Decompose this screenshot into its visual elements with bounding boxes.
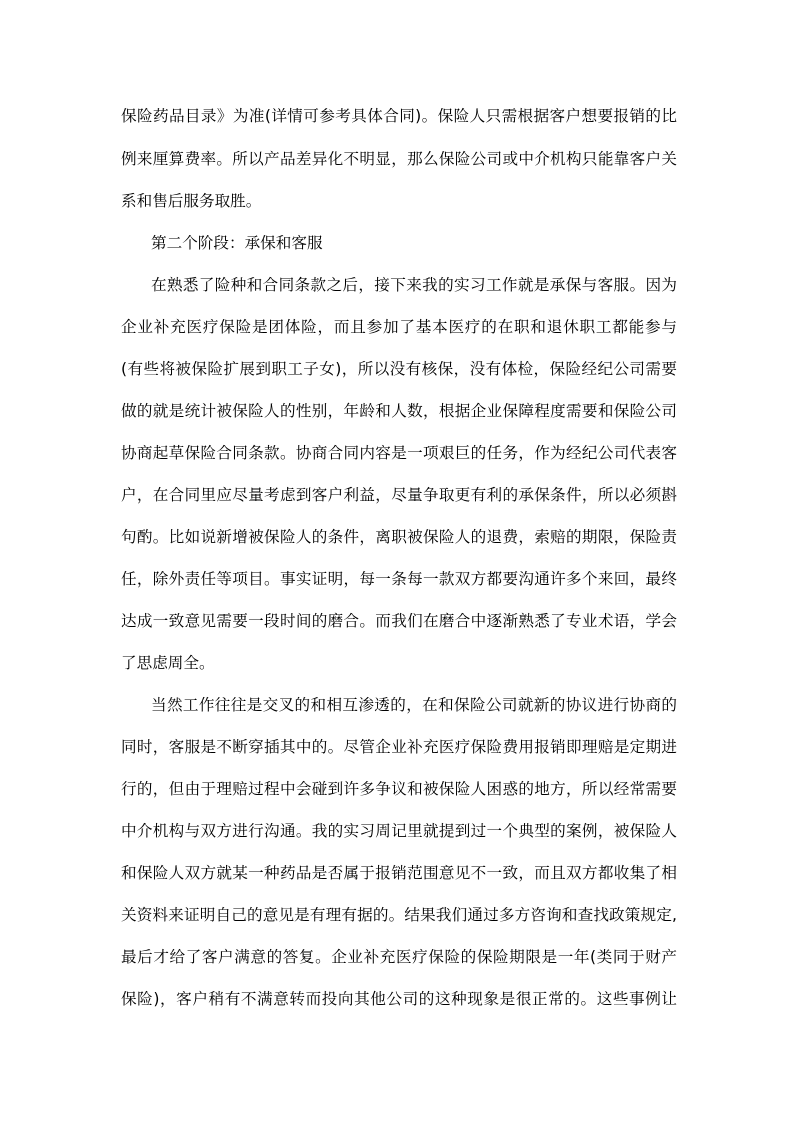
text-line: 户，在合同里应尽量考虑到客户利益，尽量争取更有利的承保条件，所以必须斟: [121, 486, 677, 504]
text-line: 做的就是统计被保险人的性别，年龄和人数，根据企业保障程度需要和保险公司: [121, 402, 677, 420]
text-line: 任，除外责任等项目。事实证明，每一条每一款双方都要沟通许多个来回，最终: [121, 570, 677, 588]
text-line: 同时，客服是不断穿插其中的。尽管企业补充医疗保险费用报销即理赔是定期进: [121, 738, 677, 756]
section-heading: 第二个阶段：承保和客服: [151, 234, 323, 252]
text-line: 保险药品目录》为准(详情可参考具体合同)。保险人只需根据客户想要报销的比: [121, 107, 677, 125]
text-line: 达成一致意见需要一段时间的磨合。而我们在磨合中逐渐熟悉了专业术语，学会: [121, 612, 677, 630]
text-line: 当然工作往往是交叉的和相互渗透的，在和保险公司就新的协议进行协商的: [151, 696, 677, 714]
text-line: 中介机构与双方进行沟通。我的实习周记里就提到过一个典型的案例，被保险人: [121, 822, 677, 840]
text-line: 句酌。比如说新增被保险人的条件，离职被保险人的退费，索赔的期限，保险责: [121, 528, 677, 546]
text-line: 系和售后服务取胜。: [121, 192, 262, 210]
text-line: 在熟悉了险种和合同条款之后，接下来我的实习工作就是承保与客服。因为: [151, 276, 677, 294]
text-line: 例来厘算费率。所以产品差异化不明显，那么保险公司或中介机构只能靠客户关: [121, 150, 677, 168]
text-line: 行的，但由于理赔过程中会碰到许多争议和被保险人困惑的地方，所以经常需要: [121, 780, 677, 798]
text-line: 关资料来证明自己的意见是有理有据的。结果我们通过多方咨询和查找政策规定,: [121, 906, 677, 924]
text-line: 企业补充医疗保险是团体险，而且参加了基本医疗的在职和退休职工都能参与: [121, 318, 677, 336]
text-line: (有些将被保险扩展到职工子女)，所以没有核保，没有体检，保险经纪公司需要: [121, 360, 677, 378]
text-line: 最后才给了客户满意的答复。企业补充医疗保险的保险期限是一年(类同于财产: [121, 948, 677, 966]
text-line: 协商起草保险合同条款。协商合同内容是一项艰巨的任务，作为经纪公司代表客: [121, 444, 677, 462]
text-line: 了思虑周全。: [121, 654, 215, 672]
text-line: 保险)，客户稍有不满意转而投向其他公司的这种现象是很正常的。这些事例让: [121, 990, 677, 1008]
text-line: 和保险人双方就某一种药品是否属于报销范围意见不一致，而且双方都收集了相: [121, 864, 677, 882]
